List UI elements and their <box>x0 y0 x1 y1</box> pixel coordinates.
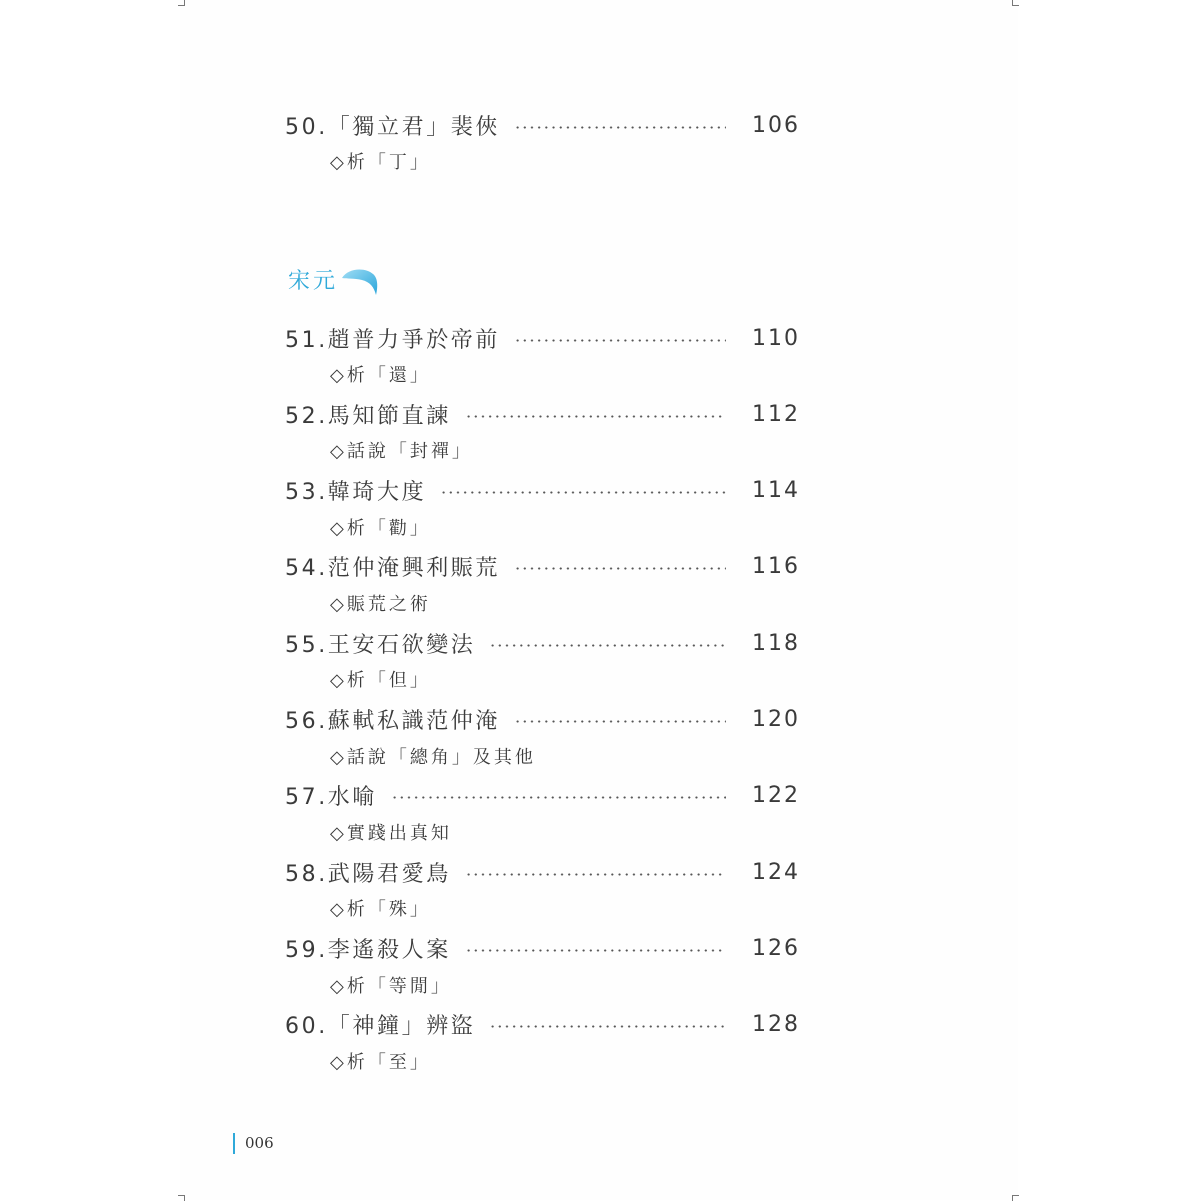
dot-leader <box>514 126 726 129</box>
crop-mark-bottom-right <box>1012 1195 1019 1201</box>
toc-entry <box>285 319 800 395</box>
dot-leader <box>465 949 726 952</box>
toc-section-entries <box>285 319 800 1082</box>
toc-subentry: ◇析「等閒」 <box>330 975 452 997</box>
toc-entry-page: 116 <box>752 554 800 580</box>
toc-entry-line <box>285 700 800 738</box>
dot-leader <box>440 491 726 494</box>
toc-entry-page: 114 <box>752 478 800 504</box>
toc-entry-page: 126 <box>752 935 800 961</box>
toc-entry <box>285 472 800 548</box>
toc-entry-title: 58.武陽君愛鳥 <box>285 861 451 887</box>
toc-entry-page: 118 <box>752 630 800 656</box>
toc-subentry: ◇實踐出真知 <box>330 822 452 844</box>
page-number: 006 <box>245 1134 274 1152</box>
dot-leader <box>514 720 726 723</box>
crop-mark-top-left <box>178 0 185 6</box>
toc-entry <box>285 548 800 624</box>
toc-entry-line <box>285 929 800 967</box>
toc-entry-page: 106 <box>752 112 800 138</box>
toc-entry <box>285 853 800 929</box>
toc-entry <box>285 929 800 1005</box>
toc-entry <box>285 624 800 700</box>
toc-lead-entry <box>285 106 800 182</box>
dot-leader <box>489 644 726 647</box>
toc-subentry: ◇析「丁」 <box>330 152 431 174</box>
dot-leader <box>391 796 726 799</box>
toc-entry-line <box>285 472 800 510</box>
crop-mark-top-right <box>1012 0 1019 6</box>
toc-entry <box>285 777 800 853</box>
crop-mark-bottom-left <box>178 1195 185 1201</box>
toc-entry-title: 51.趙普力爭於帝前 <box>285 327 500 353</box>
section-title: 宋元 <box>288 269 339 294</box>
toc-entry-title: 59.李遙殺人案 <box>285 937 451 963</box>
dot-leader <box>514 339 726 342</box>
toc-subentry: ◇話說「總角」及其他 <box>330 746 536 768</box>
toc-entry-title: 54.范仲淹興利賑荒 <box>285 556 500 582</box>
toc-entry-line <box>285 548 800 586</box>
toc-subentry: ◇賑荒之術 <box>330 594 431 616</box>
toc-entry-page: 122 <box>752 783 800 809</box>
toc-entry-page: 124 <box>752 859 800 885</box>
toc-entry-line <box>285 319 800 357</box>
toc-entry-line <box>285 853 800 891</box>
toc-entry-page: 110 <box>752 325 800 351</box>
toc-entry-page: 120 <box>752 707 800 733</box>
toc-entry <box>285 1006 800 1082</box>
toc-subentry: ◇析「殊」 <box>330 899 431 921</box>
feather-icon <box>340 265 380 297</box>
toc-subentry: ◇析「還」 <box>330 365 431 387</box>
toc-entry <box>285 395 800 471</box>
dot-leader <box>489 1025 726 1028</box>
toc-subentry: ◇析「勸」 <box>330 517 431 539</box>
toc-entry-title: 55.王安石欲變法 <box>285 632 476 658</box>
toc-entry-page: 128 <box>752 1012 800 1038</box>
folio-bar <box>233 1133 235 1154</box>
toc-entry-line <box>285 777 800 815</box>
dot-leader <box>465 873 726 876</box>
toc-entry <box>285 106 800 182</box>
toc-subentry: ◇析「至」 <box>330 1051 431 1073</box>
toc-entry-line <box>285 1006 800 1044</box>
toc-entry-line <box>285 395 800 433</box>
toc-subentry: ◇析「但」 <box>330 670 431 692</box>
toc-entry-title: 60.「神鐘」辨盜 <box>285 1014 476 1040</box>
toc-entry-title: 57.水喻 <box>285 785 377 811</box>
toc-entry <box>285 700 800 776</box>
dot-leader <box>465 415 726 418</box>
toc-subentry: ◇話說「封禪」 <box>330 441 473 463</box>
dot-leader <box>514 567 726 570</box>
toc-entry-title: 53.韓琦大度 <box>285 480 427 506</box>
toc-entry-title: 50.「獨立君」裴俠 <box>285 114 500 140</box>
toc-entry-title: 52.馬知節直諫 <box>285 403 451 429</box>
toc-entry-line <box>285 106 800 144</box>
toc-entry-title: 56.蘇軾私識范仲淹 <box>285 709 500 735</box>
toc-entry-line <box>285 624 800 662</box>
toc-entry-page: 112 <box>752 401 800 427</box>
